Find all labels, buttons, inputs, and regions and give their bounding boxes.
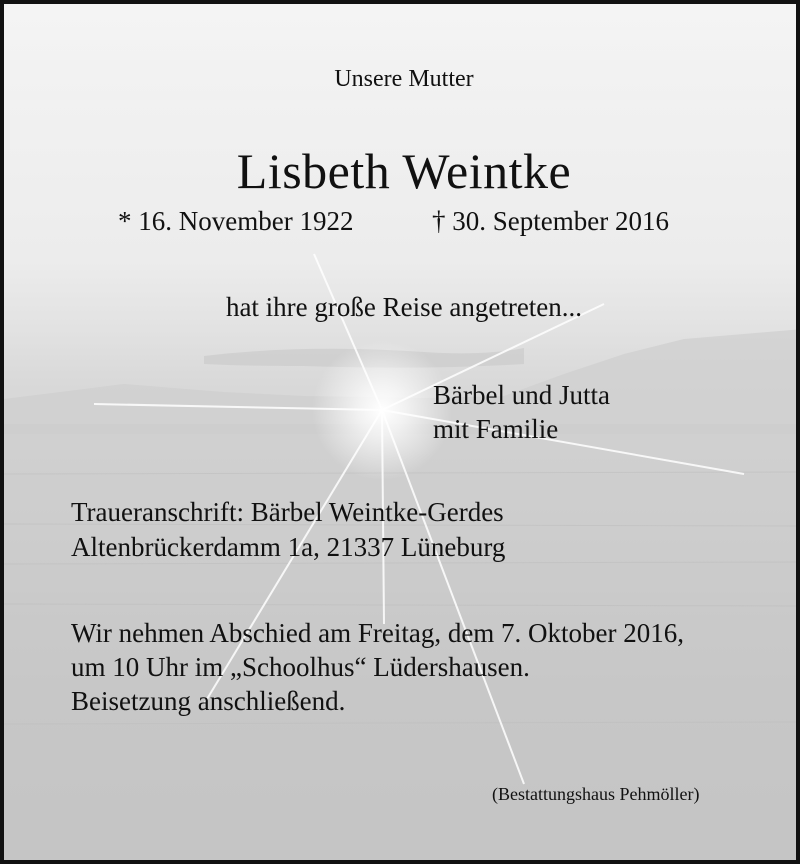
birth-date: * 16. November 1922 bbox=[118, 206, 354, 236]
intro-text: Unsere Mutter bbox=[334, 66, 474, 92]
deceased-name: Lisbeth Weintke bbox=[236, 143, 572, 199]
sunset-sea-background bbox=[4, 4, 800, 864]
ceremony-line: Beisetzung anschließend. bbox=[71, 686, 346, 716]
family-line: mit Familie bbox=[433, 414, 559, 444]
mourning-address-line: Altenbrückerdamm 1a, 21337 Lüneburg bbox=[71, 532, 506, 562]
sun-glow bbox=[312, 340, 452, 480]
ceremony-line: um 10 Uhr im „Schoolhus“ Lüdershausen. bbox=[71, 652, 530, 682]
mourning-address-line: Traueranschrift: Bärbel Weintke-Gerdes bbox=[71, 497, 504, 527]
funeral-home: (Bestattungshaus Pehmöller) bbox=[492, 784, 700, 804]
ceremony-line: Wir nehmen Abschied am Freitag, dem 7. Oktober 2016, bbox=[71, 618, 685, 648]
death-date: † 30. September 2016 bbox=[432, 206, 669, 236]
farewell-message: hat ihre große Reise angetreten... bbox=[225, 292, 583, 322]
family-line: Bärbel und Jutta bbox=[433, 380, 610, 410]
